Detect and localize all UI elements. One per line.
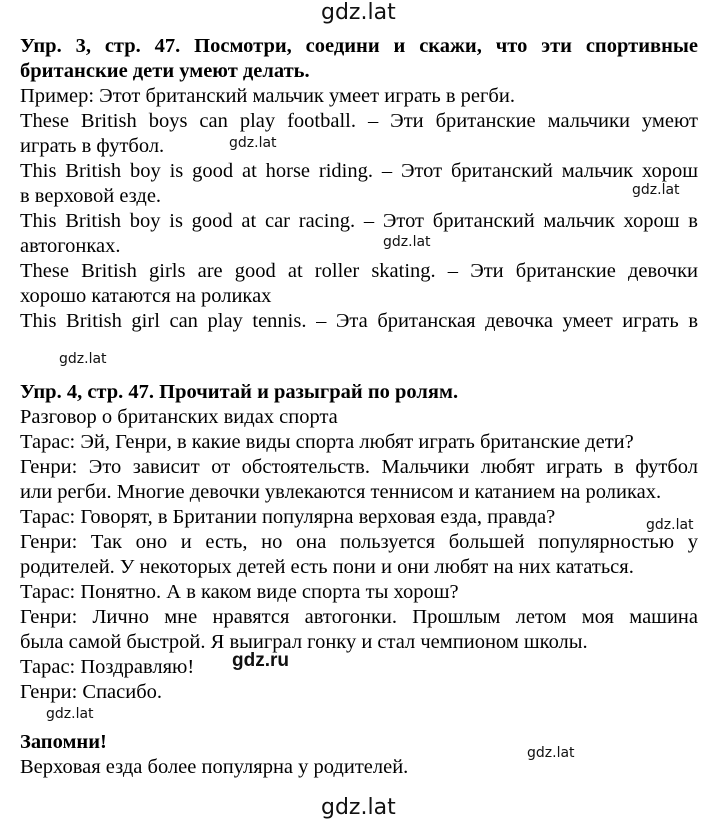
ex4-line-2: Тарас: Эй, Генри, в какие виды спорта любят играть британские дети? [20,431,634,453]
ex4-line-12: Генри: Спасибо. [20,681,163,703]
ex3-line-2: These British boys can play football. – Эти британские мальчики умеют [20,110,698,132]
ex4-line-6: Генри: Так оно и есть, но она пользуется большей популярностью у [20,531,698,553]
ex4-heading: Упр. 4, стр. 47. Прочитай и разыграй по ролям. [20,381,459,403]
ex4-line-5: Тарас: Говорят, в Британии популярна верховая езда, правда? [20,506,556,528]
watermark-bottom: gdz.lat [321,795,396,820]
remember-heading: Запомни! [20,731,107,753]
ex3-line-1: Пример: Этот британский мальчик умеет играть в регби. [20,85,515,107]
ex3-heading-line1: Упр. 3, стр. 47. Посмотри, соедини и скажи, что эти спортивные [20,35,698,57]
ex4-line-11: Тарас: Поздравляю! [20,656,195,678]
watermark-6: gdz.ru [232,650,289,671]
ex3-line-10: This British girl can play tennis. – Эта британская девочка умеет играть в [20,310,698,332]
watermark-8: gdz.lat [527,745,575,761]
ex3-heading-line2: британские дети умеют делать. [20,60,310,82]
ex4-line-9: Генри: Лично мне нравятся автогонки. Прошлым летом моя машина [20,606,698,628]
watermark-7: gdz.lat [46,706,94,722]
watermark-4: gdz.lat [59,351,107,367]
ex4-line-1: Разговор о британских видах спорта [20,406,338,428]
ex4-line-8: Тарас: Понятно. А в каком виде спорта ты хорош? [20,581,459,603]
ex4-line-7: родителей. У некоторых детей есть пони и они любят на них кататься. [20,556,634,578]
ex3-line-9: хорошо катаются на роликах [20,285,272,307]
ex3-line-8: These British girls are good at roller skating. – Эти британские девочки [20,260,698,282]
watermark-2: gdz.lat [632,182,680,198]
ex3-line-3: играть в футбол. [20,135,165,157]
ex3-line-5: в верховой езде. [20,185,162,207]
ex4-line-10: была самой быстрой. Я выиграл гонку и стал чемпионом школы. [20,631,588,653]
watermark-top: gdz.lat [321,0,396,25]
ex4-line-3: Генри: Это зависит от обстоятельств. Мальчики любят играть в футбол [20,456,698,478]
ex4-line-4: или регби. Многие девочки увлекаются теннисом и катанием на роликах. [20,481,662,503]
remember-line: Верховая езда более популярна у родителей. [20,756,409,778]
ex3-line-7: автогонках. [20,235,121,257]
watermark-1: gdz.lat [229,135,277,151]
ex3-line-4: This British boy is good at horse riding. – Этот британский мальчик хорош [20,160,698,182]
watermark-5: gdz.lat [646,517,694,533]
watermark-3: gdz.lat [383,234,431,250]
ex3-line-6: This British boy is good at car racing. – Этот британский мальчик хорош в [20,210,698,232]
